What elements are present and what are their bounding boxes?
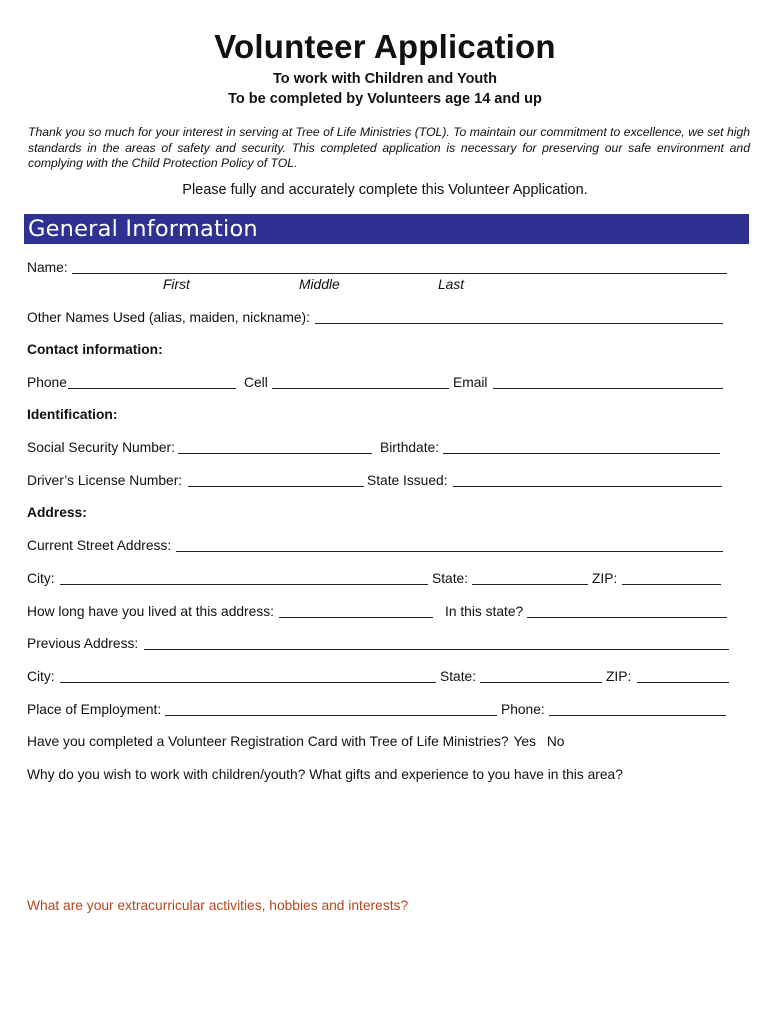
section-banner: [24, 214, 749, 244]
how-long-label: How long have you lived at this address:: [27, 604, 274, 619]
section-title: General Information: [28, 216, 258, 242]
city-label: City:: [27, 571, 55, 586]
previous-address-field[interactable]: [144, 649, 729, 650]
city2-field[interactable]: [60, 682, 436, 683]
zip2-field[interactable]: [637, 682, 729, 683]
phone-field[interactable]: [68, 388, 236, 389]
previous-address-label: Previous Address:: [27, 636, 139, 651]
how-long-field[interactable]: [279, 617, 433, 618]
email-field[interactable]: [493, 388, 723, 389]
subtitle-children-youth: To work with Children and Youth: [273, 71, 497, 87]
employment-field[interactable]: [165, 715, 497, 716]
contact-heading: Contact information:: [27, 342, 163, 357]
zip2-label: ZIP:: [606, 669, 632, 684]
registration-yes-option[interactable]: Yes: [513, 734, 536, 749]
state-issued-label: State Issued:: [367, 473, 448, 488]
zip-label: ZIP:: [592, 571, 618, 586]
employment-label: Place of Employment:: [27, 702, 162, 717]
employment-phone-field[interactable]: [549, 715, 726, 716]
page-title: Volunteer Application: [214, 28, 556, 65]
name-label: Name:: [27, 260, 68, 275]
why-question: Why do you wish to work with children/youth? What gifts and experience to you have in this area?: [27, 767, 623, 782]
intro-paragraph: Thank you so much for your interest in serving at Tree of Life Ministries (TOL). To maintain our commitment to excellence, we set high standards in the areas of safety and security. This completed application is necessary for preserving our safe environment and complying with the Child Protection Policy of TOL.: [28, 125, 750, 170]
state2-label: State:: [440, 669, 477, 684]
state-label: State:: [432, 571, 469, 586]
city-field[interactable]: [60, 584, 428, 585]
street-field[interactable]: [176, 551, 723, 552]
ssn-field[interactable]: [178, 453, 372, 454]
city2-label: City:: [27, 669, 55, 684]
email-label: Email: [453, 375, 488, 390]
street-label: Current Street Address:: [27, 538, 172, 553]
registration-no-option[interactable]: No: [546, 734, 565, 749]
other-names-field[interactable]: [315, 323, 723, 324]
registration-question: [27, 734, 564, 749]
state-issued-field[interactable]: [453, 486, 722, 487]
phone-label: Phone: [27, 375, 67, 390]
in-state-field[interactable]: [527, 617, 727, 618]
name-field[interactable]: [72, 273, 727, 274]
instruction-text: Please fully and accurately complete this Volunteer Application.: [182, 182, 588, 198]
identification-heading: Identification:: [27, 407, 118, 422]
birthdate-field[interactable]: [443, 453, 720, 454]
hobbies-question: What are your extracurricular activities, hobbies and interests?: [27, 898, 409, 913]
name-first-caption: First: [163, 277, 190, 292]
state-field[interactable]: [472, 584, 588, 585]
registration-question-text: Have you completed a Volunteer Registration Card with Tree of Life Ministries?: [27, 734, 509, 749]
address-heading: Address:: [27, 505, 87, 520]
license-field[interactable]: [188, 486, 364, 487]
name-last-caption: Last: [438, 277, 465, 292]
name-middle-caption: Middle: [299, 277, 340, 292]
cell-label: Cell: [244, 375, 268, 390]
zip-field[interactable]: [622, 584, 721, 585]
state2-field[interactable]: [480, 682, 602, 683]
subtitle-age-requirement: To be completed by Volunteers age 14 and up: [228, 91, 542, 107]
other-names-label: Other Names Used (alias, maiden, nickname):: [27, 310, 310, 325]
employment-phone-label: Phone:: [501, 702, 545, 717]
cell-field[interactable]: [272, 388, 449, 389]
license-label: Driver’s License Number:: [27, 473, 183, 488]
ssn-label: Social Security Number:: [27, 440, 175, 455]
in-state-label: In this state?: [445, 604, 524, 619]
birthdate-label: Birthdate:: [380, 440, 440, 455]
